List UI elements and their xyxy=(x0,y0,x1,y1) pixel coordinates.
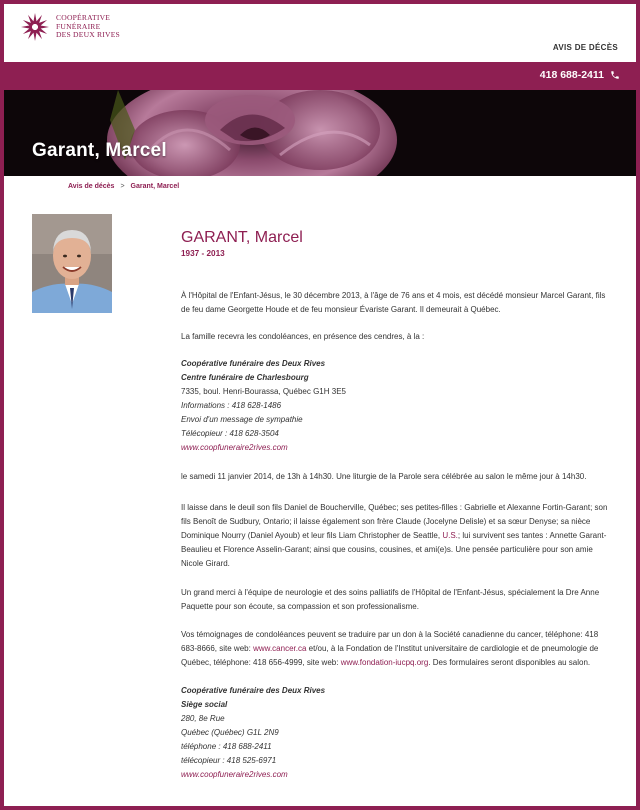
footer-contact-block xyxy=(181,684,611,782)
obituary-intro: À l'Hôpital de l'Enfant-Jésus, le 30 décembre 2013, à l'âge de 76 ans et 4 mois, est décédé monsieur Marcel Garant, fils de feu dame Georgette Houde et de feu monsieur Évariste Garant. Il demeurait à Québec. xyxy=(181,291,606,314)
breadcrumb-current: Garant, Marcel xyxy=(130,183,180,190)
breadcrumb-separator: > xyxy=(120,183,125,190)
cancer-link[interactable]: www.cancer.ca xyxy=(253,644,307,653)
footer-city: Québec (Québec) G1L 2N9 xyxy=(181,728,279,737)
rose-image xyxy=(0,90,640,176)
obituary-name: GARANT, Marcel xyxy=(181,229,303,246)
venue-website-link[interactable]: www.coopfuneraire2rives.com xyxy=(181,443,288,452)
portrait-image xyxy=(32,214,112,313)
logo-text xyxy=(56,14,120,40)
logo-line-3: DES DEUX RIVES xyxy=(56,30,120,40)
brand-logo[interactable] xyxy=(20,12,120,42)
venue-block xyxy=(181,357,611,455)
footer-website-link[interactable]: www.coopfuneraire2rives.com xyxy=(181,770,288,779)
obituary-family xyxy=(181,501,611,571)
donation-text-b: et/ou, à la Fondation de l'Institut universitaire de cardiologie et de pneumologie de Québec, téléphone: 418 656-4999, site web: xyxy=(181,644,599,667)
venue-center: Centre funéraire de Charlesbourg xyxy=(181,373,309,382)
family-text-a: Il laisse dans le deuil son fils Daniel de Boucherville, Québec; ses petites-filles : Gabrielle et Alexanne Fortin-Garant; son fils Benoît de Sudbury, Ontario; il laisse également son frère Claude (Jocelyne Delisle) et sa sœur Denyse; sa nièce Dominique Nourry (Daniel Ayoub) et leur fils Liam Christopher de Seattle, xyxy=(181,503,608,540)
family-text-b: ; lui survivent ses tantes : Annette Garant-Beaulieu et Florence Asselin-Garant; ainsi que cousins, cousines, et ami(e)s. Une pensée particulière pour son amie Nicole Girard. xyxy=(181,531,607,568)
footer-hq: Siège social xyxy=(181,700,228,709)
obituary-donation xyxy=(181,628,611,670)
phone-link[interactable] xyxy=(540,69,620,81)
breadcrumb xyxy=(68,183,179,190)
nav-avis-de-deces[interactable]: AVIS DE DÉCÈS xyxy=(552,43,618,52)
breadcrumb-avis[interactable]: Avis de décès xyxy=(68,183,115,190)
obituary-header xyxy=(181,228,611,258)
footer-phone: téléphone : 418 688-2411 xyxy=(181,742,272,751)
venue-fax: Télécopieur : 418 628-3504 xyxy=(181,429,279,438)
obituary-condolences: La famille recevra les condoléances, en présence des cendres, à la : xyxy=(181,332,425,341)
site-header xyxy=(0,0,640,62)
fondation-link[interactable]: www.fondation-iucpq.org xyxy=(340,658,429,667)
logo-icon xyxy=(20,12,50,42)
phone-number: 418 688-2411 xyxy=(539,69,604,81)
us-link[interactable]: U.S. xyxy=(442,531,458,540)
hero-banner xyxy=(0,90,640,176)
footer-street: 280, 8e Rue xyxy=(181,714,225,723)
donation-text-c: . Des formulaires seront disponibles au salon. xyxy=(428,658,591,667)
venue-name: Coopérative funéraire des Deux Rives xyxy=(181,359,326,368)
obituary-thanks: Un grand merci à l'équipe de neurologie et des soins palliatifs de l'Hôpital de l'Enfant-Jésus, spécialement la Dre Anne Paquette pour son écoute, sa compassion et son professionalisme. xyxy=(181,588,600,611)
phone-icon xyxy=(610,70,620,80)
logo-line-1: COOPÉRATIVE xyxy=(56,13,111,23)
obituary-schedule: le samedi 11 janvier 2014, de 13h à 14h30. Une liturgie de la Parole sera célébrée au salon le même jour à 14h30. xyxy=(181,472,587,481)
obituary-years: 1937 - 2013 xyxy=(181,249,225,258)
venue-info: Informations : 418 628-1486 xyxy=(181,401,282,410)
hero-title: Garant, Marcel xyxy=(32,140,167,161)
deceased-photo xyxy=(32,214,112,313)
venue-message: Envoi d'un message de sympathie xyxy=(181,415,303,424)
footer-name: Coopérative funéraire des Deux Rives xyxy=(181,686,326,695)
venue-address: 7335, boul. Henri-Bourassa, Québec G1H 3E5 xyxy=(181,387,346,396)
footer-fax: télécopieur : 418 525-6971 xyxy=(181,756,277,765)
logo-line-2: FUNÉRAIRE xyxy=(56,21,101,31)
phone-bar xyxy=(0,62,640,90)
donation-text-a: Vos témoignages de condoléances peuvent se traduire par un don à la Société canadienne du cancer, téléphone: 418 683-8666, site web: xyxy=(181,630,599,653)
